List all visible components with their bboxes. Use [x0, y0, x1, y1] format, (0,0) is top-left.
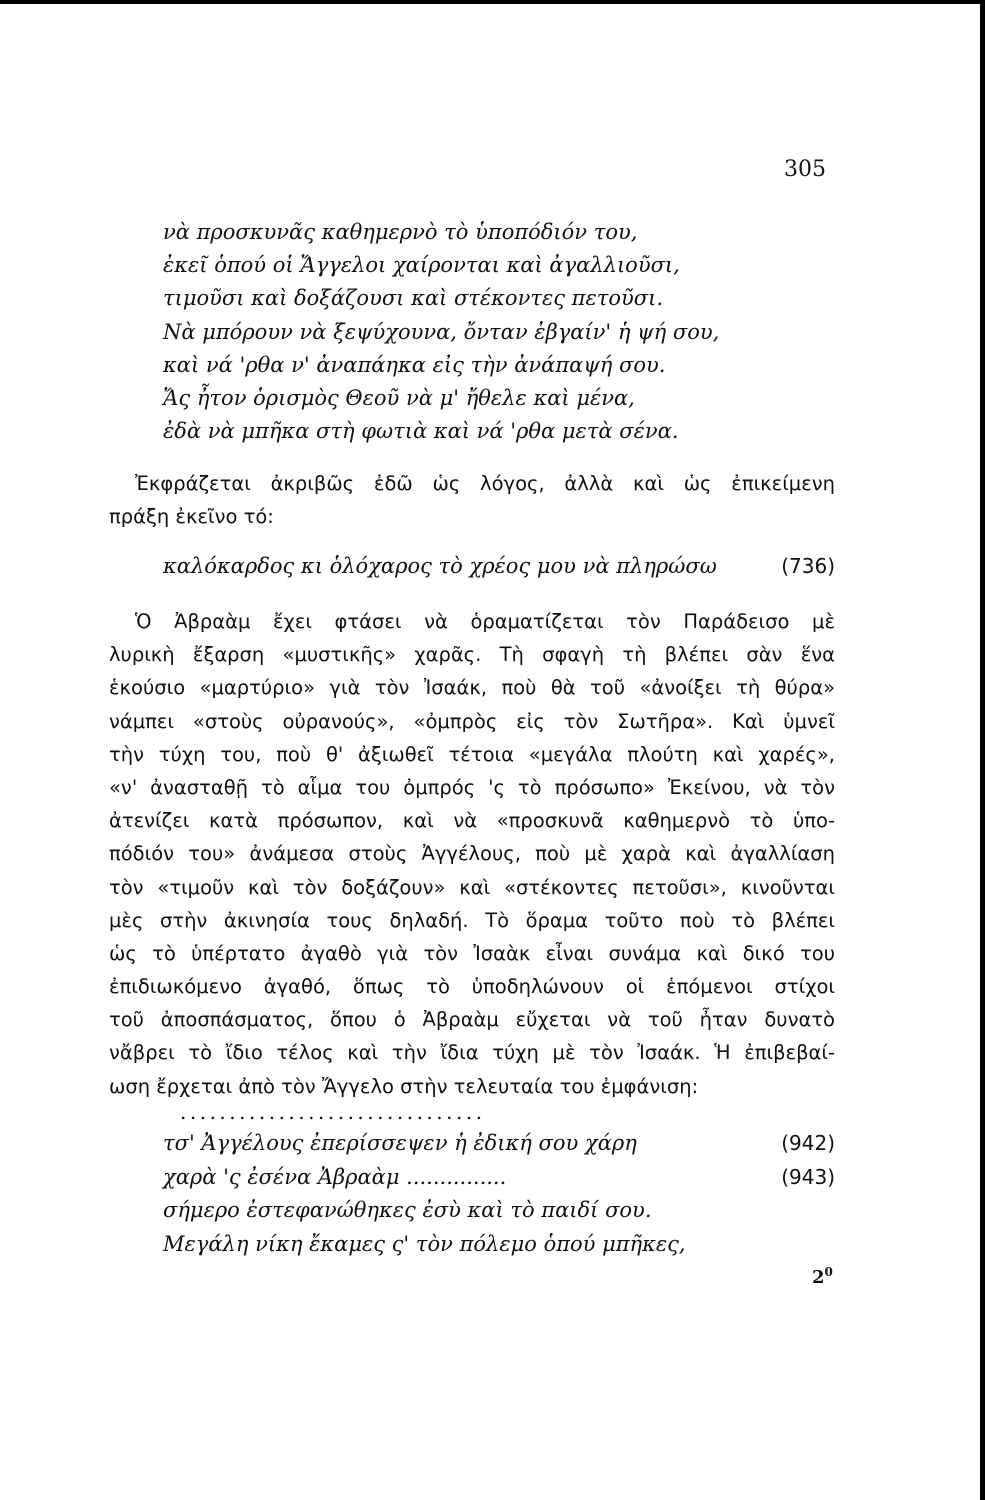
verse-943 [163, 1160, 835, 1194]
prose-line: νάμπει «στοὺς οὐρανούς», «ὀμπρὸς εἰς τὸν Σωτῆρα». Καὶ ὑμνεῖ [109, 709, 835, 733]
prose-line: μὲς στὴν ἀκινησία τους δηλαδή. Τὸ ὅραμα τοῦτο ποὺ τὸ βλέπει [109, 908, 835, 932]
verse-line: ἐκεῖ ὁπού οἱ Ἄγγελοι χαίρονται καὶ ἀγαλλιοῦσι, [163, 253, 680, 278]
prose-line: ὡς τὸ ὑπέρτατο ἀγαθὸ γιὰ τὸν Ἰσαὰκ εἶναι συνάμα καὶ δικό του [109, 941, 835, 965]
signature-main: 2 [812, 1267, 825, 1288]
ellipsis-separator: ............................... [180, 1100, 486, 1124]
prose-line: ἑκούσιο «μαρτύριο» γιὰ τὸν Ἰσαάκ, ποὺ θὰ τοῦ «ἀνοίξει τὴ θύρα» [109, 676, 835, 700]
prose-line: Ὁ Ἀβραὰμ ἔχει φτάσει νὰ ὁραματίζεται τὸν Παράδεισο μὲ [135, 610, 835, 633]
prose-line: νἄβρει τὸ ἴδιο τέλος καὶ τὴν ἴδια τύχη μὲ τὸν Ἰσαάκ. Ἡ ἐπιβεβαί- [109, 1041, 835, 1065]
signature-sup: 0 [824, 1265, 833, 1279]
verse-line: Νὰ μπόρουν νὰ ξεψύχουνα, ὄνταν ἐβγαίν' ἡ ψή σου, [163, 319, 720, 344]
quote-text: σήμερο ἐστεφανώθηκες ἐσὺ καὶ τὸ παιδί σου. [163, 1198, 652, 1222]
prose-line: «ν' ἀνασταθῇ τὸ αἷμα του ὀμπρός 'ς τὸ πρόσωπο» Ἐκείνου, νὰ τὸν [109, 775, 835, 799]
prose-line: πόδιόν του» ἀνάμεσα στοὺς Ἀγγέλους, ποὺ μὲ χαρὰ καὶ ἀγαλλίαση [109, 842, 835, 866]
prose-line: Ἐκφράζεται ἀκριβῶς ἐδῶ ὡς λόγος, ἀλλὰ καὶ ὡς ἐπικείμενη [135, 472, 835, 495]
prose-line: τὸν «τιμοῦν καὶ τὸν δοξάζουν» καὶ «στέκοντες πετοῦσι», κινοῦνται [109, 875, 835, 899]
verse-line: ἐδὰ νὰ μπῆκα στὴ φωτιὰ καὶ νά 'ρθα μετὰ σένα. [163, 419, 679, 444]
quote-736 [163, 549, 835, 583]
prose-line: τοῦ ἀποσπάσματος, ὅπου ὁ Ἀβραὰμ εὔχεται νὰ τοῦ ἦταν δυνατὸ [109, 1008, 835, 1032]
prose-line: ἐπιδιωκόμενο ἀγαθό, ὅπως τὸ ὑποδηλώνουν οἱ ἑπόμενοι στίχοι [109, 975, 835, 999]
verse-942 [163, 1126, 835, 1160]
quote-text: Μεγάλη νίκη ἔκαμες ς' τὸν πόλεμο ὁπού μπῆκες, [163, 1232, 686, 1256]
page-number: 305 [784, 157, 826, 182]
verse-line: τιμοῦσι καὶ δοξάζουσι καὶ στέκοντες πετοῦσι. [163, 286, 664, 311]
verse-block-top [163, 216, 719, 448]
quote-text: τσ' Ἀγγέλους ἐπερίσσεψεν ἡ ἐδική σου χάρη [163, 1131, 637, 1155]
paragraph-1 [109, 467, 835, 533]
prose-line: ωση ἔρχεται ἀπὸ τὸν Ἄγγελο στὴν τελευταία του ἐμφάνιση: [109, 1074, 699, 1098]
quote-text: χαρὰ 'ς ἐσένα Ἀβραὰμ ............... [163, 1165, 507, 1189]
paragraph-2 [109, 605, 835, 1103]
signature-mark [812, 1265, 833, 1288]
prose-line: τὴν τύχη του, ποὺ θ' ἀξιωθεῖ τέτοια «μεγάλα πλούτη καὶ χαρές», [109, 742, 835, 766]
verse-line: καὶ νά 'ρθα ν' ἀναπάηκα εἰς τὴν ἀνάπαψή σου. [163, 352, 666, 377]
line-number: (736) [781, 554, 835, 578]
prose-line: πράξη ἐκεῖνο τό: [109, 505, 274, 529]
quote-text: καλόκαρδος κι ὁλόχαρος τὸ χρέος μου νὰ πληρώσω [163, 554, 717, 578]
verse-line: νὰ προσκυνᾶς καθημερνὸ τὸ ὑποπόδιόν του, [163, 220, 638, 244]
line-number: (942) [781, 1131, 835, 1155]
prose-line: λυρικὴ ἔξαρση «μυστικῆς» χαρᾶς. Τὴ σφαγὴ τὴ βλέπει σὰν ἕνα [109, 643, 835, 667]
verse-line: Ἄς ἦτον ὁρισμὸς Θεοῦ νὰ μ' ἤθελε καὶ μένα, [163, 385, 635, 410]
verse-line [163, 1193, 835, 1227]
line-number: (943) [781, 1165, 835, 1189]
prose-line: ἀτενίζει κατὰ πρόσωπον, καὶ νὰ «προσκυνᾶ καθημερνὸ τὸ ὑπο- [109, 809, 835, 833]
verse-line [163, 1227, 835, 1261]
